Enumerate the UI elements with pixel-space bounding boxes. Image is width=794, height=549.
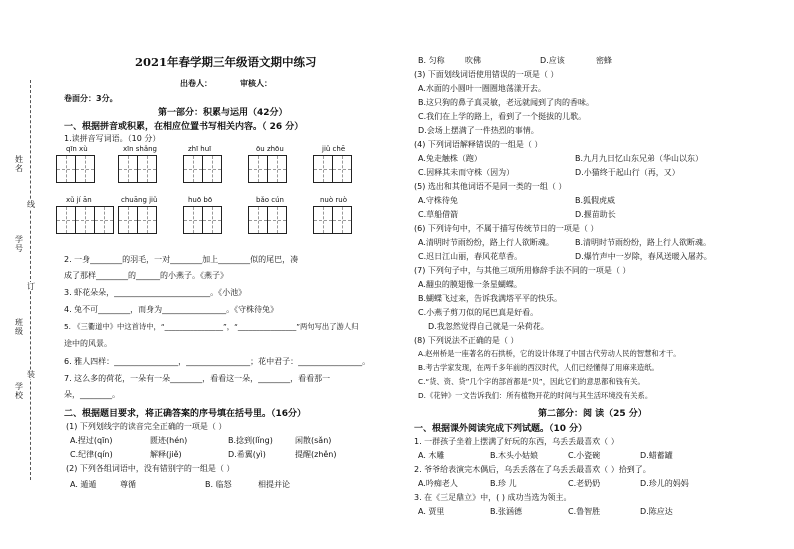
answer-grid[interactable]: [56, 155, 95, 183]
option: B.九月九日忆山东兄弟（华山以东）: [575, 154, 704, 163]
pinyin: zhī huī: [188, 145, 212, 153]
setter-label: 出卷人：: [180, 79, 212, 88]
option: C.纪律(qín): [70, 450, 113, 459]
class-label: 班级: [15, 318, 23, 336]
option: D.《花钟》一文告诉我们：所有植物开花的时间与其生活环境没有关系。: [418, 391, 653, 400]
r-q2: 2. 爷爷给表演完木偶后，乌丢丢落在了乌丢丢最喜欢（ ）拾到了。: [414, 465, 651, 474]
answer-grid[interactable]: [313, 206, 352, 234]
option: D.珍儿的妈妈: [640, 479, 689, 488]
option: D.应该: [540, 56, 565, 65]
option: C.我们在上学的路上，看到了一个挺拔的儿歌。: [418, 112, 587, 121]
option: C.因释其未而守株（因为）: [418, 168, 515, 177]
option: D.蜡蓄罐: [640, 451, 673, 460]
option: 匮迹(hén): [150, 436, 188, 445]
q1-4: 4. 兔不可________，而身为________________。《守株待兔》: [64, 305, 279, 314]
option: C.迟日江山丽，春风花草香。: [418, 252, 523, 261]
q1-7-line1: 7. 这么多的荷花，一朵有一朵________，看看这一朵，________，看看那一: [64, 374, 331, 383]
option: B.捻到(lǐng): [228, 436, 273, 445]
option: C.鲁智胜: [568, 507, 601, 516]
option: A. 遁遁: [70, 480, 97, 489]
neat-score: 卷面分：3分。: [64, 94, 118, 103]
q1-heading: 一、根据拼音或积累，在相应位置书写相关内容。（ 26 分）: [64, 122, 304, 132]
r-q1: 1. 一群孩子坐着上摆满了好玩的东西，乌丢丢最喜欢（ ）: [414, 437, 619, 446]
pinyin: chuāng jiǔ: [121, 196, 158, 204]
q2-2: (2) 下列各组词语中，没有错别字的一组是（ ）: [66, 464, 235, 473]
binding-line: [30, 80, 31, 480]
q1-2-line2: 成了那样________的______的小燕子。《燕子》: [64, 271, 228, 280]
option: A.翻虫的膜翅像一条星蝴蝶。: [418, 280, 522, 289]
option: A. 贾里: [418, 507, 445, 516]
option: D.陈应达: [640, 507, 673, 516]
answer-grid[interactable]: [248, 206, 287, 234]
option: D.揠苗助长: [575, 210, 616, 219]
q1-instruction: 1.读拼音写词语。（10 分）: [64, 134, 161, 143]
school-label: 学校: [15, 382, 23, 400]
pinyin: nuò ruò: [320, 196, 347, 204]
reading-heading: 一、根据课外阅读完成下列试题。（10 分）: [414, 424, 588, 434]
option: 相提并论: [258, 480, 290, 489]
q2-7: (7) 下列句子中，与其他三项所用修辞手法不同的一项是（ ）: [414, 266, 631, 275]
option: A.清明时节雨纷纷，路上行人欲断魂。: [418, 238, 554, 247]
option: 吹佛: [465, 56, 481, 65]
pinyin: xǔ jí ān: [66, 196, 92, 204]
q1-5-line2: 途中的风景。: [64, 339, 112, 348]
option: A.水面的小圆叶一圈圈地荡漾开去。: [418, 84, 546, 93]
page-title: 2021年春学期三年级语文期中练习: [135, 55, 317, 69]
r-q3: 3. 在《三足鼎立》中，( ) 成功当选为领主。: [414, 493, 572, 502]
option: 密蜂: [596, 56, 612, 65]
option: C.小燕子剪刀似的尾巴真是好看。: [418, 308, 539, 317]
option: B. 匀称: [418, 56, 445, 65]
option: B.清明时节雨纷纷，路上行人欲断魂。: [575, 238, 712, 247]
answer-grid[interactable]: [313, 155, 352, 183]
pinyin: xīn shǎng: [123, 145, 158, 153]
seat-label: 学号: [15, 235, 23, 253]
option: C.草船借箭: [418, 210, 459, 219]
pinyin: jiǔ chē: [322, 145, 346, 153]
option: A.赵州桥是一座著名的石拱桥，它的设计体现了中国古代劳动人民的智慧和才干。: [418, 349, 681, 358]
q2-heading: 二、根据题目要求，将正确答案的序号填在括号里。（16分）: [64, 409, 307, 419]
line-char: 订: [27, 282, 35, 291]
option: B.珍 儿: [490, 479, 517, 488]
option: B. 临怒: [205, 480, 232, 489]
q2-3: (3) 下面划线词语使用错误的一项是（ ）: [414, 70, 559, 79]
pinyin: bǎo cún: [256, 196, 284, 204]
option: D.我忽然觉得自己就是一朵荷花。: [428, 322, 549, 331]
option: A.吟痴老人: [418, 479, 458, 488]
answer-grid[interactable]: [118, 155, 157, 183]
option: A.守株待兔: [418, 196, 458, 205]
option: B.蝴蝶飞过来，告诉我满塔平平的快乐。: [418, 294, 563, 303]
q2-5: (5) 选出和其他词语不是同一类的一组（ ）: [414, 182, 567, 191]
answer-grid[interactable]: [183, 206, 222, 234]
name-label: 姓名: [15, 155, 23, 173]
q2-6: (6) 下列诗句中，不属于描写传统节日的一项是（ ）: [414, 224, 599, 233]
option: B.张涵德: [490, 507, 523, 516]
q1-3: 3. 虾花朵朵，________________________。《小池》: [64, 288, 247, 297]
option: C.“货、资、贷”几个字的部首都是“贝”，因此它们的意思都和钱有关。: [418, 377, 645, 386]
option: 解释(jiě): [150, 450, 182, 459]
option: B.这只狗的鼻子真灵敏，老远就闻到了肉的香味。: [418, 98, 595, 107]
q2-1: (1) 下列划线字的读音完全正确的一项是（ ）: [66, 422, 227, 431]
q2-8: (8) 下列说法不正确的是（ ）: [414, 336, 519, 345]
pinyin: huō bō: [188, 196, 213, 204]
line-char: 线: [27, 200, 35, 209]
option: 闲散(sǎn): [295, 436, 332, 445]
q1-6: 6. 雅人四样：________________，________________；花中君子：________________。: [64, 357, 371, 366]
option: B.木头小姑娘: [490, 451, 539, 460]
q1-2-line1: 2. 一身________的羽毛，一对________加上________似的尾巴，凑: [64, 255, 299, 264]
option: 提醒(zhěn): [295, 450, 337, 459]
q1-7-line2: 朵，________。: [64, 390, 120, 399]
option: D.希翼(yì): [228, 450, 266, 459]
part2-heading: 第二部分：阅 读（25 分）: [538, 409, 647, 419]
option: B.狐假虎威: [575, 196, 616, 205]
option: C.老奶奶: [568, 479, 601, 488]
pinyin: ōu zhōu: [256, 145, 284, 153]
option: 尊循: [120, 480, 136, 489]
option: D.小猫终于起山行（再，又）: [575, 168, 680, 177]
q1-5-line1: 5. 《三衢道中》中这首诗中，“________________”，“________________”两句写出了游人归: [64, 322, 359, 331]
answer-grid[interactable]: [118, 206, 157, 234]
option: A.捏过(qīn): [70, 436, 113, 445]
answer-grid[interactable]: [248, 155, 287, 183]
option: D.爆竹声中一岁除，春风送暖入屠苏。: [575, 252, 712, 261]
option: C.小瓷碗: [568, 451, 601, 460]
option: B.考古学家发现，在两千多年前的西汉时代，人们已经懂得了用麻来造纸。: [418, 363, 659, 372]
answer-grid[interactable]: [183, 155, 222, 183]
q2-4: (4) 下列词语解释错误的一组是（ ）: [414, 140, 543, 149]
option: A.兔走触株（跑）: [418, 154, 482, 163]
option: D.会场上摆满了一件热烈的事情。: [418, 126, 539, 135]
reviewer-label: 审核人：: [240, 79, 272, 88]
pinyin: qīn xù: [66, 145, 88, 153]
answer-grid[interactable]: [56, 206, 114, 234]
part1-heading: 第一部分：积累与运用（42分）: [158, 108, 288, 118]
option: A. 木雕: [418, 451, 445, 460]
line-char: 装: [27, 370, 35, 379]
